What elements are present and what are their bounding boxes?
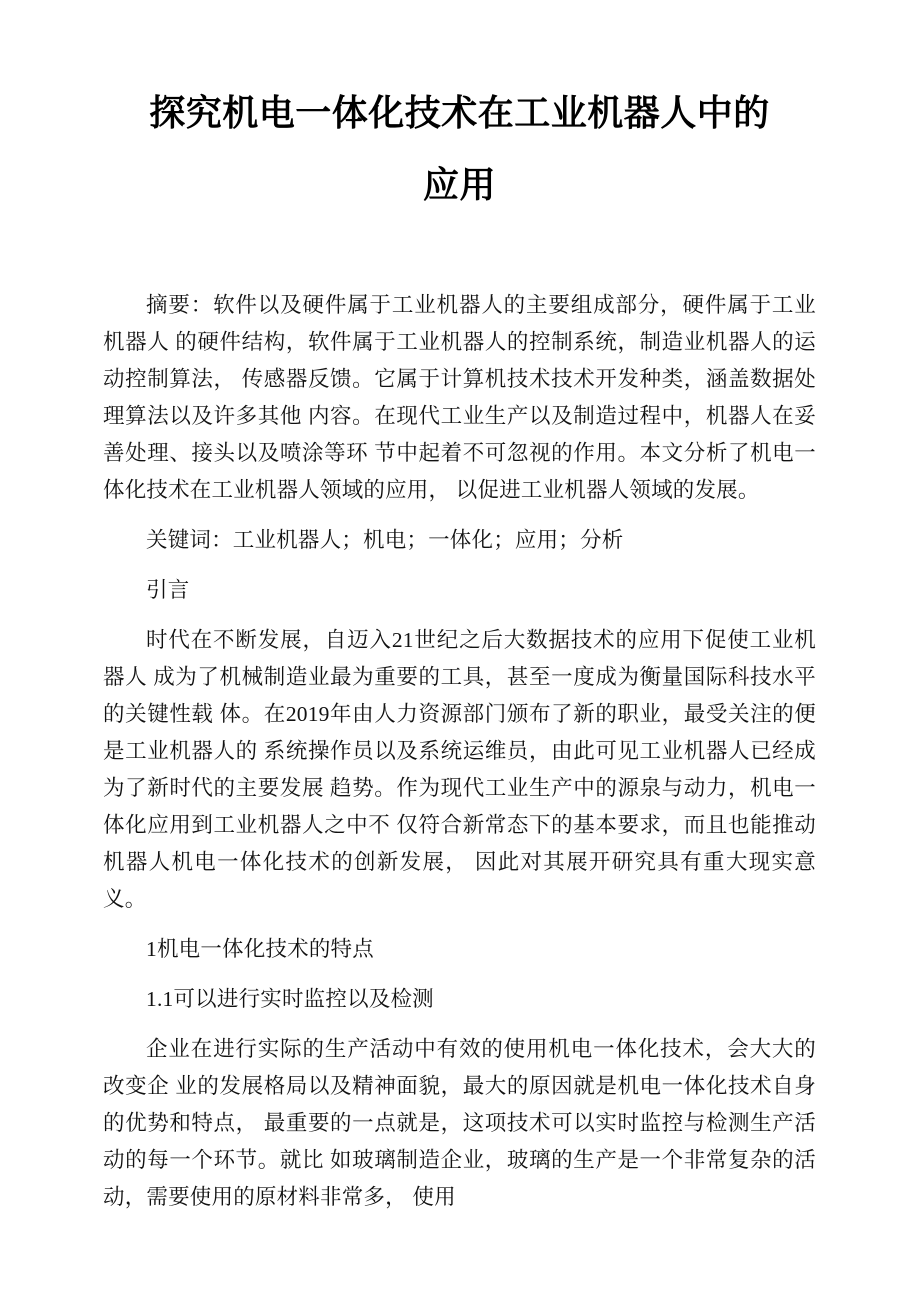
title-abstract-spacer [103, 222, 816, 287]
section-1-1-paragraph: 企业在进行实际的生产活动中有效的使用机电一体化技术，会大大的改变企 业的发展格局以及精神面貌，最大的原因就是机电一体化技术自身的优势和特点， 最重要的一点就是，这项技术可以实时监控与检测生产活动的每一个环节。就比 如玻璃制造企业，玻璃的生产是一个非常复杂的活动，需要使用的原材料非常多， 使用 [103, 1037, 816, 1209]
document-content [103, 0, 816, 1216]
section-heading-1-1: 1.1可以进行实时监控以及检测 [146, 987, 434, 1011]
page-title-line-1: 探究机电一体化技术在工业机器人中的 [149, 93, 770, 134]
subsection-body-spacer [103, 1018, 816, 1031]
page-title-line-2: 应用 [422, 165, 496, 206]
section-heading-1: 1机电一体化技术的特点 [146, 937, 374, 961]
page-title [103, 0, 816, 222]
introduction-paragraph: 时代在不断发展，自迈入21世纪之后大数据技术的应用下促使工业机器人 成为了机械制造业最为重要的工具，甚至一度成为衡量国际科技水平的关键性载 体。在2019年由人力资源部门颁布了新的职业，最受关注的便是工业机器人的 系统操作员以及系统运维员，由此可见工业机器人已经成为了新时代的主要发展 趋势。作为现代工业生产中的源泉与动力，机电一体化应用到工业机器人之中不 仅符合新常态下的基本要求，而且也能推动机器人机电一体化技术的创新发展， 因此对其展开研究具有重大现实意义。 [103, 628, 816, 911]
intro-heading-body-spacer [103, 609, 816, 622]
intro-section1-spacer [103, 918, 816, 931]
keywords-line: 关键词：工业机器人；机电；一体化；应用；分析 [146, 528, 624, 552]
keywords-intro-spacer [103, 559, 816, 572]
section1-subsection-spacer [103, 968, 816, 981]
abstract-keywords-spacer [103, 509, 816, 522]
abstract-paragraph: 摘要：软件以及硬件属于工业机器人的主要组成部分，硬件属于工业机器人 的硬件结构，软件属于工业机器人的控制系统，制造业机器人的运动控制算法， 传感器反馈。它属于计算机技术技术开发种类，涵盖数据处理算法以及许多其他 内容。在现代工业生产以及制造过程中，机器人在妥善处理、接头以及喷涂等环 节中起着不可忽视的作用。本文分析了机电一体化技术在工业机器人领域的应用， 以促进工业机器人领域的发展。 [103, 293, 816, 502]
section-heading-introduction: 引言 [146, 578, 190, 602]
